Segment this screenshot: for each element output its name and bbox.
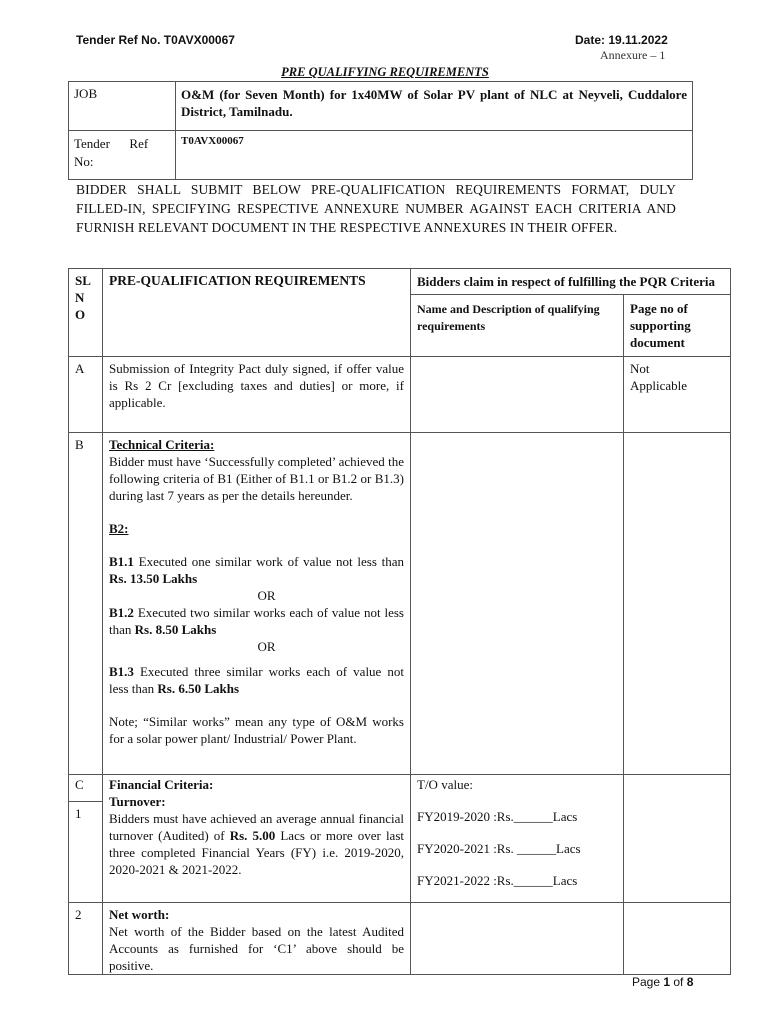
annexure-label: Annexure – 1: [600, 48, 666, 62]
row-b-sl: B: [69, 433, 103, 775]
row-a-name-description: [411, 357, 624, 433]
b1-1-criterion: B1.1 Executed one similar work of value not less than Rs. 13.50 Lakhs: [109, 554, 404, 586]
to-value-label: T/O value:: [417, 777, 473, 792]
turnover-heading: Turnover:: [109, 794, 166, 809]
or-separator: OR: [257, 588, 276, 603]
page-title: PRE QUALIFYING REQUIREMENTS: [281, 65, 489, 79]
row-c-turnover-values: [411, 775, 624, 903]
row-2-requirement: [103, 903, 411, 975]
b1-3-criterion: B1.3 Executed three similar works each of value not less than Rs. 6.50 Lakhs: [109, 664, 404, 696]
tender-ref-value: T0AVX00067: [176, 131, 693, 180]
or-separator: OR: [257, 639, 276, 654]
technical-criteria-heading: Technical Criteria:: [109, 437, 215, 452]
b1-2-criterion: B1.2 Executed two similar works each of value not less than Rs. 8.50 Lakhs: [109, 605, 404, 637]
fy-2020-2021-field: FY2020-2021 :Rs. ______Lacs: [417, 841, 581, 856]
fy-2021-2022-field: FY2021-2022 :Rs.______Lacs: [417, 873, 578, 888]
b2-label: B2:: [109, 521, 129, 536]
pq-table: [68, 268, 731, 975]
row-c-sl: C 1: [69, 775, 103, 903]
row-2-name-description: [411, 903, 624, 975]
page-number: Page 1 of 8: [632, 975, 694, 989]
row-2-sl: 2: [69, 903, 103, 975]
job-label: JOB: [69, 82, 176, 131]
net-worth-text: Net worth of the Bidder based on the latest Audited Accounts as furnished for ‘C1’ above should be positive.: [109, 924, 404, 973]
row-a-sl: A: [69, 357, 103, 433]
row-b-page-no: [624, 433, 731, 775]
table-row: [69, 433, 731, 775]
col-header-page-no: Page no of supporting document: [624, 295, 731, 357]
similar-works-note: Note; “Similar works” mean any type of O&M works for a solar power plant/ Industrial/ Power Plant.: [109, 714, 404, 746]
row-b-requirement: [103, 433, 411, 775]
row-c-page-no: [624, 775, 731, 903]
instruction-paragraph: BIDDER SHALL SUBMIT BELOW PRE-QUALIFICATION REQUIREMENTS FORMAT, DULY FILLED-IN, SPECIFYING RESPECTIVE ANNEXURE NUMBER AGAINST EACH CRITERIA AND FURNISH RELEVANT DOCUMENT IN THE RESPECTIVE ANNEXURES IN THEIR OFFER.: [76, 182, 676, 235]
table-row: [69, 775, 731, 903]
fy-2019-2020-field: FY2019-2020 :Rs.______Lacs: [417, 809, 578, 824]
turnover-text: Bidders must have achieved an average annual financial turnover (Audited) of Rs. 5.00 Lacs or more over last three completed Financial Years (FY) i.e. 2019-2020, 2020-2021 & 2021-2022.: [109, 811, 404, 877]
job-value: O&M (for Seven Month) for 1x40MW of Solar PV plant of NLC at Neyveli, Cuddalore District, Tamilnadu.: [176, 82, 693, 131]
col-header-name-description: Name and Description of qualifying requirements: [411, 295, 624, 357]
table-row: [69, 357, 731, 433]
net-worth-heading: Net worth:: [109, 907, 170, 922]
row-2-page-no: [624, 903, 731, 975]
row-b-name-description: [411, 433, 624, 775]
col-header-sl: SL N O: [69, 269, 103, 357]
table-row: [69, 903, 731, 975]
col-header-requirements: PRE-QUALIFICATION REQUIREMENTS: [103, 269, 411, 357]
col-header-bidders-claim: Bidders claim in respect of fulfilling the PQR Criteria: [411, 269, 731, 295]
tender-ref-label: Tender Ref No:: [69, 131, 176, 180]
financial-criteria-heading: Financial Criteria:: [109, 777, 214, 792]
row-a-page-no: Not Applicable: [624, 357, 731, 433]
job-table: [68, 81, 693, 180]
date-header: Date: 19.11.2022: [575, 33, 668, 47]
technical-criteria-intro: Bidder must have ‘Successfully completed’ achieved the following criteria of B1 (Either of B1.1 or B1.2 or B1.3) during last 7 years as per the details hereunder.: [109, 454, 404, 503]
row-a-requirement: Submission of Integrity Pact duly signed, if offer value is Rs 2 Cr [excluding taxes and duties] or more, if applicable.: [103, 357, 411, 433]
row-c-requirement: [103, 775, 411, 903]
tender-ref-header: Tender Ref No. T0AVX00067: [76, 33, 235, 47]
